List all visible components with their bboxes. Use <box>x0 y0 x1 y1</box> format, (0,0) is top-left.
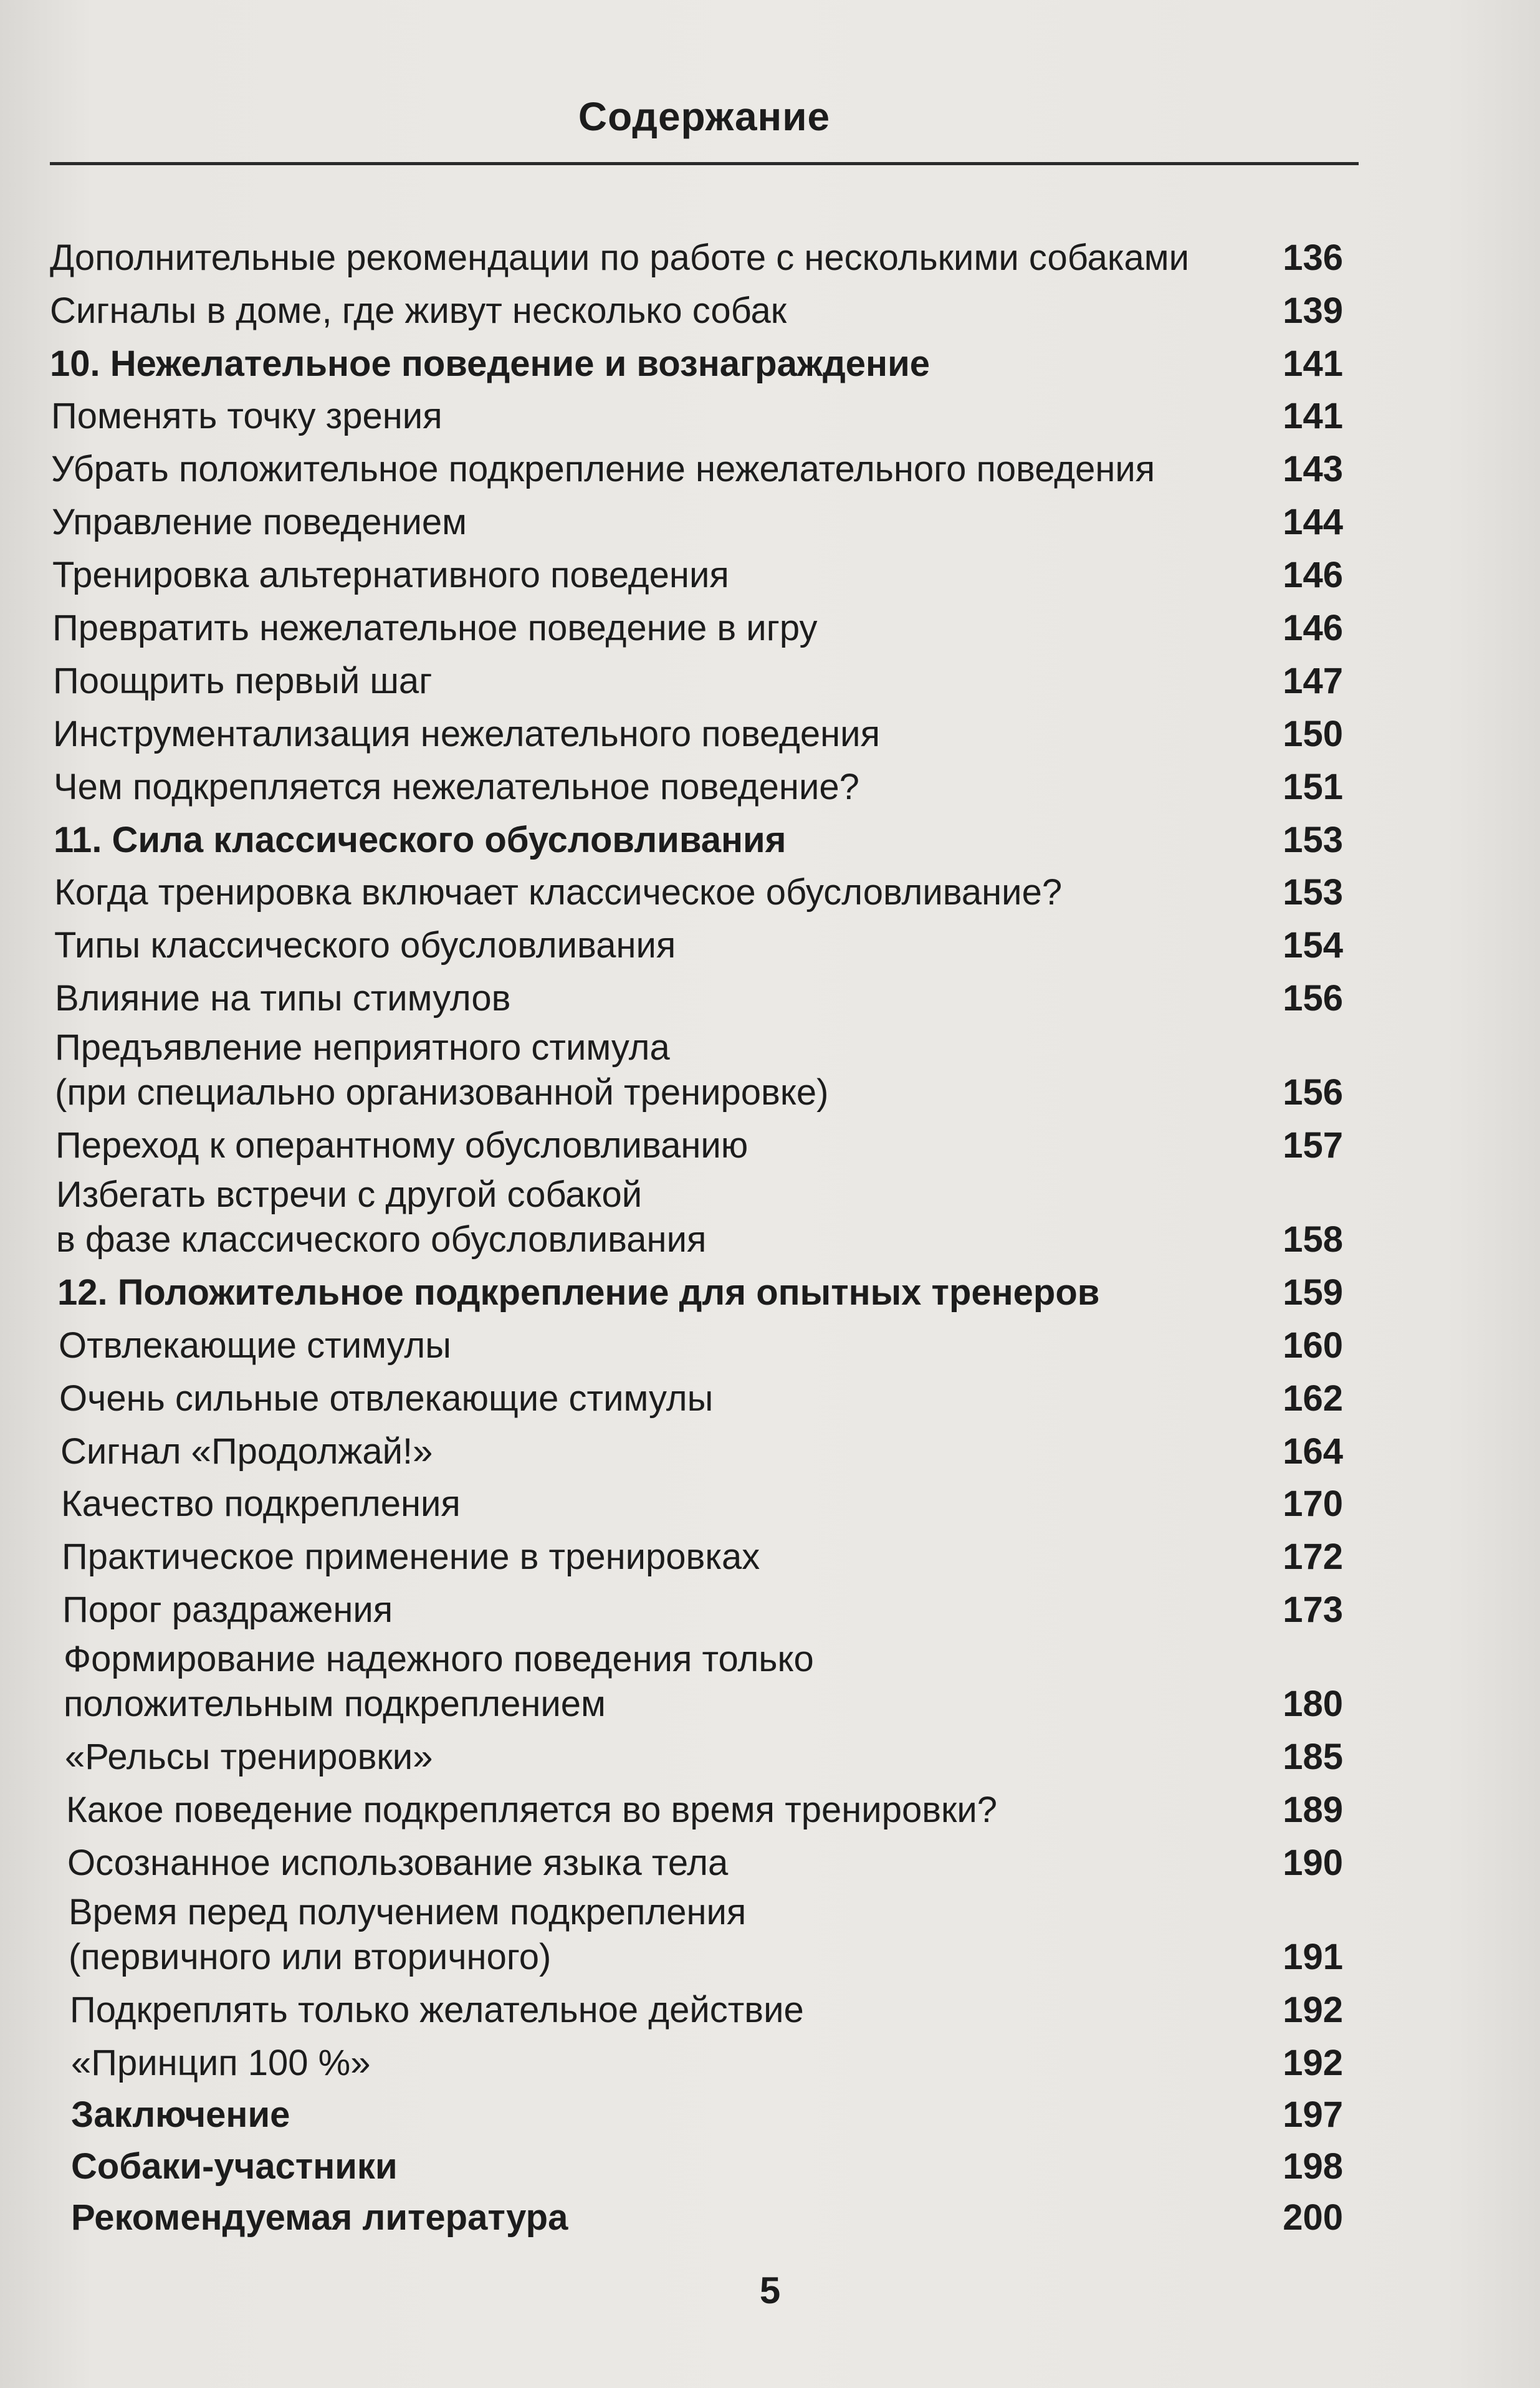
toc-entry-page-number: 189 <box>1283 1790 1343 1830</box>
toc-entry-page-number: 147 <box>1283 661 1343 701</box>
toc-entry <box>64 1637 1343 1727</box>
toc-entry <box>55 1025 1343 1115</box>
toc-entry-title: «Рельсы тренировки» <box>65 1737 433 1777</box>
toc-entry-page-number: 151 <box>1283 767 1343 807</box>
toc-entry-page-number: 170 <box>1283 1484 1343 1524</box>
toc-entry <box>54 923 1343 968</box>
toc-entry-title: Практическое применение в тренировках <box>62 1537 760 1577</box>
toc-entry-title: Переход к оперантному обусловливанию <box>55 1125 748 1166</box>
toc-chapter-entry <box>57 1270 1343 1315</box>
toc-entry <box>54 870 1343 915</box>
toc-entry-page-number: 156 <box>1283 1072 1343 1113</box>
toc-entry-title: Собаки-участники <box>71 2146 398 2187</box>
toc-entry-title: Отвлекающие стимулы <box>59 1325 451 1366</box>
toc-entry-title: Избегать встречи с другой собакой в фазе классического обусловливания <box>56 1174 707 1260</box>
toc-entry-page-number: 192 <box>1283 2043 1343 2083</box>
toc-entry-title: Очень сильные отвлекающие стимулы <box>59 1378 714 1419</box>
toc-entry <box>54 765 1343 810</box>
toc-entry-title: Сигналы в доме, где живут несколько собак <box>50 290 787 331</box>
toc-entry-page-number: 173 <box>1283 1590 1343 1630</box>
toc-entry <box>59 1323 1343 1368</box>
toc-entry-page-number: 139 <box>1283 290 1343 331</box>
toc-entry-title: 10. Нежелательное поведение и вознаграждение <box>50 343 930 384</box>
toc-entry-page-number: 154 <box>1283 925 1343 966</box>
toc-entry-page-number: 156 <box>1283 978 1343 1019</box>
toc-entry-title: Рекомендуемая литература <box>71 2197 568 2238</box>
toc-entry <box>52 553 1343 598</box>
toc-entry-title: Чем подкрепляется нежелательное поведение? <box>54 767 859 807</box>
toc-entry-page-number: 141 <box>1283 343 1343 384</box>
toc-entry <box>50 236 1343 281</box>
toc-entry-page-number: 146 <box>1283 555 1343 595</box>
toc-entry-page-number: 160 <box>1283 1325 1343 1366</box>
toc-entry <box>55 1123 1343 1168</box>
toc-entry-title: Осознанное использование языка тела <box>67 1843 729 1883</box>
toc-entry <box>52 606 1343 651</box>
toc-entry-page-number: 162 <box>1283 1378 1343 1419</box>
toc-entry-title: Какое поведение подкрепляется во время тренировки? <box>66 1790 998 1830</box>
toc-entry <box>62 1535 1343 1580</box>
toc-entry-title: Время перед получением подкрепления (первичного или вторичного) <box>69 1892 747 1977</box>
toc-entry <box>65 1735 1343 1780</box>
toc-entry-title: Порог раздражения <box>62 1590 393 1630</box>
page-title: Содержание <box>578 94 831 139</box>
toc-entry-page-number: 141 <box>1283 396 1343 436</box>
toc-entry-page-number: 158 <box>1283 1219 1343 1260</box>
toc-entry-title: Формирование надежного поведения только положительным подкреплением <box>64 1639 814 1724</box>
toc-entry <box>67 1841 1343 1886</box>
toc-entry-page-number: 159 <box>1283 1272 1343 1313</box>
toc-entry-title: Поменять точку зрения <box>51 396 442 436</box>
toc-entry-page-number: 180 <box>1283 1684 1343 1724</box>
toc-chapter-entry <box>71 2093 1343 2137</box>
toc-chapter-entry <box>71 2195 1343 2240</box>
toc-entry <box>60 1429 1343 1474</box>
toc-chapter-entry <box>71 2144 1343 2189</box>
toc-entry-page-number: 198 <box>1283 2146 1343 2187</box>
toc-entry-title: 12. Положительное подкрепление для опытных тренеров <box>57 1272 1100 1313</box>
toc-entry-title: Влияние на типы стимулов <box>55 978 511 1019</box>
toc-entry-title: Управление поведением <box>52 502 467 542</box>
toc-entry-page-number: 164 <box>1283 1431 1343 1472</box>
toc-entry <box>55 976 1343 1021</box>
toc-entry-page-number: 191 <box>1283 1937 1343 1977</box>
toc-entry-title: Когда тренировка включает классическое обусловливание? <box>54 872 1063 913</box>
toc-entry <box>62 1588 1343 1633</box>
toc-entry-page-number: 153 <box>1283 820 1343 860</box>
toc-entry-page-number: 150 <box>1283 714 1343 754</box>
toc-entry-page-number: 190 <box>1283 1843 1343 1883</box>
toc-entry <box>71 2041 1343 2086</box>
toc-entry <box>51 394 1343 439</box>
toc-entry-title: Превратить нежелательное поведение в игру <box>52 608 818 648</box>
toc-entry-title: Тренировка альтернативного поведения <box>52 555 729 595</box>
page-number: 5 <box>759 2270 781 2311</box>
toc-entry-page-number: 185 <box>1283 1737 1343 1777</box>
toc-entry <box>69 1890 1343 1980</box>
toc-entry-title: 11. Сила классического обусловливания <box>54 820 787 860</box>
toc-entry <box>66 1788 1343 1833</box>
toc-entry-page-number: 136 <box>1283 237 1343 278</box>
toc-entry-page-number: 143 <box>1283 449 1343 489</box>
toc-entry-title: Дополнительные рекомендации по работе с несколькими собаками <box>50 237 1190 278</box>
toc-entry-page-number: 172 <box>1283 1537 1343 1577</box>
toc-entry <box>70 1988 1343 2033</box>
toc-entry <box>59 1376 1343 1421</box>
toc-entry-title: Инструментализация нежелательного поведения <box>53 714 880 754</box>
toc-entry <box>53 712 1343 757</box>
toc-entry-title: Убрать положительное подкрепление нежелательного поведения <box>51 449 1155 489</box>
toc-entry-page-number: 157 <box>1283 1125 1343 1166</box>
toc-entry-title: «Принцип 100 %» <box>71 2043 371 2083</box>
toc-entry-page-number: 197 <box>1283 2094 1343 2135</box>
toc-entry <box>52 500 1343 545</box>
toc-entry-page-number: 200 <box>1283 2197 1343 2238</box>
toc-chapter-entry <box>54 818 1343 863</box>
toc-entry-title: Заключение <box>71 2094 290 2135</box>
toc-entry-page-number: 144 <box>1283 502 1343 542</box>
toc-entry-title: Типы классического обусловливания <box>54 925 676 966</box>
toc-entry <box>53 659 1343 704</box>
toc-entry-title: Качество подкрепления <box>61 1484 461 1524</box>
toc-entry <box>50 289 1343 333</box>
toc-entry-title: Предъявление неприятного стимула (при специально организованной тренировке) <box>55 1027 829 1113</box>
toc-entry <box>56 1172 1343 1262</box>
toc-entry <box>61 1482 1343 1527</box>
toc-entry-page-number: 146 <box>1283 608 1343 648</box>
toc-chapter-entry <box>50 342 1343 386</box>
toc-entry-title: Подкреплять только желательное действие <box>70 1990 804 2030</box>
toc-entry <box>51 447 1343 492</box>
toc-entry-title: Сигнал «Продолжай!» <box>60 1431 433 1472</box>
toc-entry-page-number: 192 <box>1283 1990 1343 2030</box>
toc-entry-page-number: 153 <box>1283 872 1343 913</box>
toc-entry-title: Поощрить первый шаг <box>53 661 433 701</box>
